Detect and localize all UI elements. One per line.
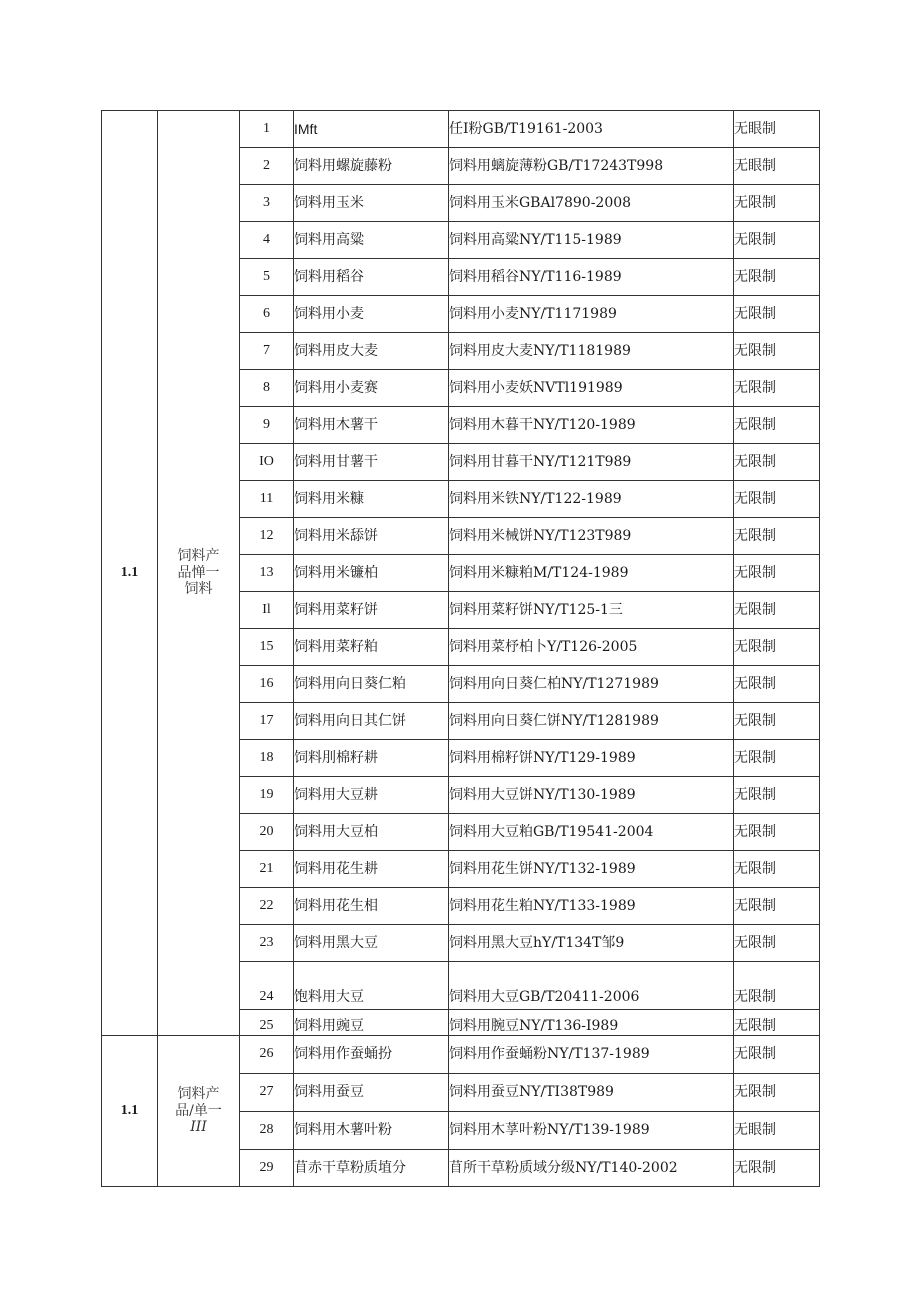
row-number: 12 — [240, 518, 294, 555]
row-number: 29 — [240, 1150, 294, 1187]
category-line: III — [190, 1119, 207, 1136]
row-number: 6 — [240, 296, 294, 333]
limit-value: 无限制 — [734, 666, 820, 703]
limit-value: 无限制 — [734, 407, 820, 444]
product-name: 苜赤干草粉质埴分 — [294, 1150, 449, 1187]
product-name: 饲料用花生耕 — [294, 851, 449, 888]
limit-value: 无限制 — [734, 555, 820, 592]
row-number: 25 — [240, 1010, 294, 1036]
standard-code: 饲料用米铁NY/T122-1989 — [449, 481, 734, 518]
row-number: 2 — [240, 148, 294, 185]
standard-code: 饲料用作蚕蛹粉NY/T137-1989 — [449, 1036, 734, 1074]
limit-value: 无眼制 — [734, 111, 820, 148]
row-number: 28 — [240, 1112, 294, 1150]
limit-value: 无限制 — [734, 259, 820, 296]
limit-value: 无限制 — [734, 222, 820, 259]
section-code: 1.1 — [102, 1036, 158, 1187]
product-name: 饲料用甘薯干 — [294, 444, 449, 481]
limit-value: 无眼制 — [734, 1112, 820, 1150]
standard-code: 饲料用高粱NY/T115-1989 — [449, 222, 734, 259]
standard-code: 饲料用黑大豆hY/T134T邹9 — [449, 925, 734, 962]
limit-value: 无限制 — [734, 777, 820, 814]
limit-value: 无限制 — [734, 851, 820, 888]
standard-code: 饲料用木暮干NY/T120-1989 — [449, 407, 734, 444]
row-number: 3 — [240, 185, 294, 222]
product-name: 饲料用米镰柏 — [294, 555, 449, 592]
standard-code: 任I粉GB/T19161-2003 — [449, 111, 734, 148]
standard-code: 饲料用木莩叶粉NY/T139-1989 — [449, 1112, 734, 1150]
product-name: 饲料用向日其仁饼 — [294, 703, 449, 740]
limit-value: 无限制 — [734, 1074, 820, 1112]
standard-code: 饲料用向日葵仁饼NY/T1281989 — [449, 703, 734, 740]
product-name: 饲料用高粱 — [294, 222, 449, 259]
product-name: 饲料用黑大豆 — [294, 925, 449, 962]
section-code: 1.1 — [102, 111, 158, 1036]
standard-code: 饲料用稻谷NY/T116-1989 — [449, 259, 734, 296]
limit-value: 无限制 — [734, 370, 820, 407]
standard-code: 饲料用大豆饼NY/T130-1989 — [449, 777, 734, 814]
row-number: 19 — [240, 777, 294, 814]
row-number: 13 — [240, 555, 294, 592]
row-number: 15 — [240, 629, 294, 666]
product-name: 饲料用向日葵仁粕 — [294, 666, 449, 703]
row-number: 11 — [240, 481, 294, 518]
limit-value: 无限制 — [734, 814, 820, 851]
standard-code: 饲料用菜杼柏卜Y/T126-2005 — [449, 629, 734, 666]
limit-value: 无眼制 — [734, 148, 820, 185]
product-name: 饲料用菜籽饼 — [294, 592, 449, 629]
limit-value: 无限制 — [734, 629, 820, 666]
category-line: 饲料产 — [177, 547, 220, 564]
table-row — [102, 1036, 820, 1074]
row-number: 26 — [240, 1036, 294, 1074]
product-name: 饲料用作蚕蛹扮 — [294, 1036, 449, 1074]
row-number: 16 — [240, 666, 294, 703]
product-name: 饲料用木薯干 — [294, 407, 449, 444]
standard-code: 饲料用大豆粕GB/T19541-2004 — [449, 814, 734, 851]
product-name: 饲料用稻谷 — [294, 259, 449, 296]
standard-code: 饲料用米械饼NY/T123T989 — [449, 518, 734, 555]
limit-value: 无限制 — [734, 592, 820, 629]
standard-code: 饲料用螭旋薄粉GB/T17243T998 — [449, 148, 734, 185]
standard-code: 饲料用花生粕NY/T133-1989 — [449, 888, 734, 925]
product-name: 饲料用大豆耕 — [294, 777, 449, 814]
row-number: 20 — [240, 814, 294, 851]
row-number: 4 — [240, 222, 294, 259]
product-name: 饲料用玉米 — [294, 185, 449, 222]
category-line: 饲料产 — [177, 1085, 220, 1102]
standard-code: 饲料用大豆GB/T20411-2006 — [449, 962, 734, 1010]
limit-value: 无限制 — [734, 296, 820, 333]
limit-value: 无限制 — [734, 1036, 820, 1074]
category-cell — [158, 1036, 240, 1187]
row-number: 7 — [240, 333, 294, 370]
product-name: 饱料用大豆 — [294, 962, 449, 1010]
product-name: 饲料用小麦 — [294, 296, 449, 333]
standard-code: 饲料用米糠粕M/T124-1989 — [449, 555, 734, 592]
product-name: 饲料用大豆柏 — [294, 814, 449, 851]
product-name: 饲料用皮大麦 — [294, 333, 449, 370]
product-name: 饲料用花生相 — [294, 888, 449, 925]
product-name: 饲料用豌豆 — [294, 1010, 449, 1036]
feed-standards-table — [101, 110, 820, 1187]
standard-code: 饲料用腕豆NY/T136-I989 — [449, 1010, 734, 1036]
product-name: 饲料用菜籽粕 — [294, 629, 449, 666]
category-line: 品/单一 — [175, 1102, 222, 1119]
limit-value: 无限制 — [734, 518, 820, 555]
limit-value: 无限制 — [734, 185, 820, 222]
standard-code: 饲料用蚕豆NY/TI38T989 — [449, 1074, 734, 1112]
limit-value: 无限制 — [734, 703, 820, 740]
product-name: 饲料刖棉籽耕 — [294, 740, 449, 777]
row-number: 5 — [240, 259, 294, 296]
row-number: 27 — [240, 1074, 294, 1112]
standard-code: 饲料用甘暮干NY/T121T989 — [449, 444, 734, 481]
product-name: 饲料用米舔饼 — [294, 518, 449, 555]
product-name: 饲料用木薯叶粉 — [294, 1112, 449, 1150]
row-number: 1 — [240, 111, 294, 148]
standard-code: 饲料用向日葵仁柏NY/T1271989 — [449, 666, 734, 703]
category-line: 饲料 — [184, 581, 213, 598]
row-number: 24 — [240, 962, 294, 1010]
row-number: 8 — [240, 370, 294, 407]
row-number: 9 — [240, 407, 294, 444]
limit-value: 无限制 — [734, 888, 820, 925]
row-number: Il — [240, 592, 294, 629]
category-line: 品惮一 — [177, 564, 220, 581]
standard-code: 饲料用棉籽饼NY/T129-1989 — [449, 740, 734, 777]
category-cell — [158, 111, 240, 1036]
row-number: 22 — [240, 888, 294, 925]
limit-value: 无限制 — [734, 740, 820, 777]
limit-value: 无限制 — [734, 962, 820, 1010]
limit-value: 无限制 — [734, 925, 820, 962]
product-name: 饲料用米糠 — [294, 481, 449, 518]
row-number: IO — [240, 444, 294, 481]
table-row — [102, 111, 820, 148]
row-number: 17 — [240, 703, 294, 740]
limit-value: 无限制 — [734, 444, 820, 481]
product-name: IMft — [294, 111, 449, 148]
row-number: 21 — [240, 851, 294, 888]
standard-code: 苜所干草粉质域分级NY/T140-2002 — [449, 1150, 734, 1187]
standard-code: 饲料用小麦妖NVTl191989 — [449, 370, 734, 407]
standard-code: 饲料用菜籽饼NY/T125-1三 — [449, 592, 734, 629]
standard-code: 饲料用花生饼NY/T132-1989 — [449, 851, 734, 888]
row-number: 23 — [240, 925, 294, 962]
product-name: 饲料用螺旋藤粉 — [294, 148, 449, 185]
product-name: 饲料用蚕豆 — [294, 1074, 449, 1112]
product-name: 饲料用小麦赛 — [294, 370, 449, 407]
limit-value: 无限制 — [734, 333, 820, 370]
limit-value: 无限制 — [734, 1010, 820, 1036]
row-number: 18 — [240, 740, 294, 777]
standard-code: 饲料用玉米GBAl7890-2008 — [449, 185, 734, 222]
limit-value: 无限制 — [734, 1150, 820, 1187]
limit-value: 无限制 — [734, 481, 820, 518]
standard-code: 饲料用皮大麦NY/T1181989 — [449, 333, 734, 370]
standard-code: 饲料用小麦NY/T1171989 — [449, 296, 734, 333]
